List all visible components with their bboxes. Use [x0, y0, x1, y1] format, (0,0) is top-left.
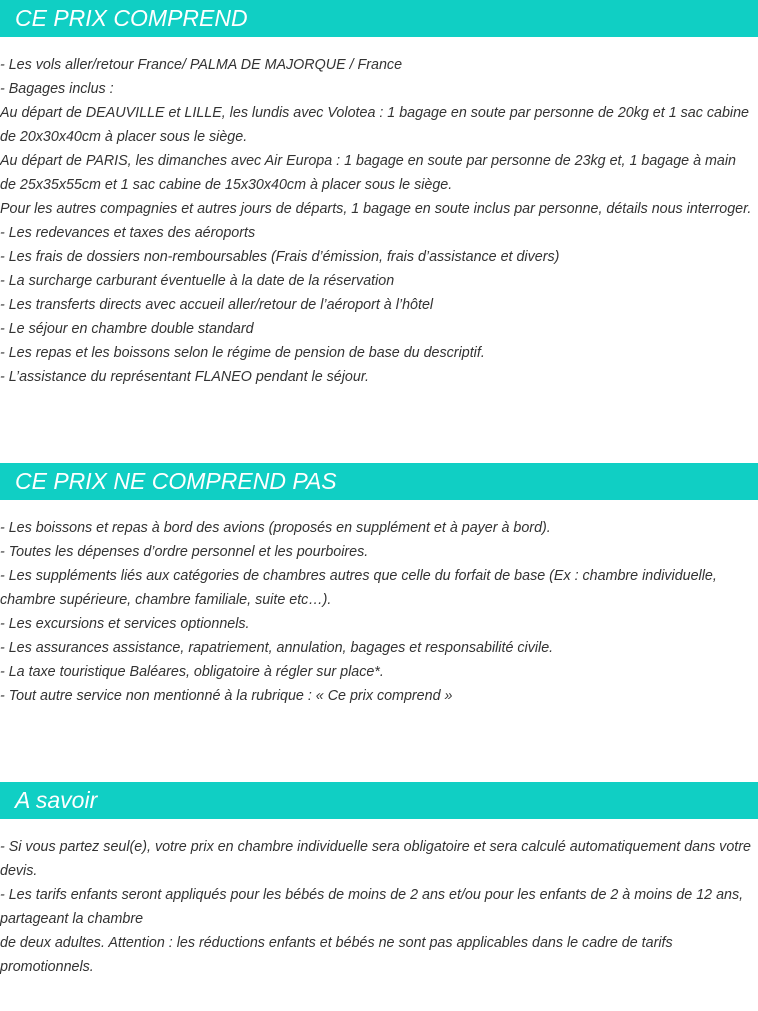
included-list [0, 53, 758, 389]
list-item: Au départ de PARIS, les dimanches avec Air Europa : 1 bagage en soute par personne de 23kg et, 1 bagage à main de 25x35x55cm et 1 sac cabine de 15x30x40cm à placer sous le siège. [0, 153, 736, 193]
excluded-section [0, 463, 758, 708]
list-item: - Toutes les dépenses d’ordre personnel et les pourboires. [0, 544, 369, 560]
list-item: - Les repas et les boissons selon le régime de pension de base du descriptif. [0, 345, 485, 361]
list-item: - Les tarifs enfants seront appliqués pour les bébés de moins de 2 ans et/ou pour les enfants de 2 à moins de 12 ans, partageant la chambre [0, 887, 744, 927]
list-item: - Les frais de dossiers non-remboursables (Frais d’émission, frais d’assistance et divers) [0, 249, 560, 265]
info-section [0, 782, 758, 979]
info-list [0, 835, 758, 979]
excluded-title: CE PRIX NE COMPREND PAS [0, 463, 758, 500]
list-item: - Si vous partez seul(e), votre prix en chambre individuelle sera obligatoire et sera calculé automatiquement dans votre devis. [0, 839, 751, 879]
list-item: - La surcharge carburant éventuelle à la date de la réservation [0, 273, 395, 289]
list-item: - Les transferts directs avec accueil aller/retour de l’aéroport à l’hôtel [0, 297, 434, 313]
info-title: A savoir [0, 782, 758, 819]
list-item: - La taxe touristique Baléares, obligatoire à régler sur place*. [0, 664, 384, 680]
list-item: - Bagages inclus : [0, 81, 114, 97]
list-item: - Le séjour en chambre double standard [0, 321, 254, 337]
list-item: - Les vols aller/retour France/ PALMA DE MAJORQUE / France [0, 57, 403, 73]
list-item: Au départ de DEAUVILLE et LILLE, les lundis avec Volotea : 1 bagage en soute par personne de 20kg et 1 sac cabine de 20x30x40cm à placer sous le siège. [0, 105, 749, 145]
excluded-list [0, 516, 758, 708]
list-item: - Les redevances et taxes des aéroports [0, 225, 256, 241]
included-section [0, 0, 758, 389]
list-item: - Les boissons et repas à bord des avions (proposés en supplément et à payer à bord). [0, 520, 551, 536]
list-item: Pour les autres compagnies et autres jours de départs, 1 bagage en soute inclus par personne, détails nous interroger. [0, 201, 752, 217]
list-item: - L’assistance du représentant FLANEO pendant le séjour. [0, 369, 370, 385]
list-item: - Les excursions et services optionnels. [0, 616, 250, 632]
list-item: - Les assurances assistance, rapatriement, annulation, bagages et responsabilité civile. [0, 640, 554, 656]
list-item: de deux adultes. Attention : les réductions enfants et bébés ne sont pas applicables dans le cadre de tarifs promotionnels. [0, 935, 673, 975]
included-title: CE PRIX COMPREND [0, 0, 758, 37]
list-item: - Tout autre service non mentionné à la rubrique : « Ce prix comprend » [0, 688, 453, 704]
list-item: - Les suppléments liés aux catégories de chambres autres que celle du forfait de base (Ex : chambre individuelle, chambre supérieure, chambre familiale, suite etc…). [0, 568, 717, 608]
